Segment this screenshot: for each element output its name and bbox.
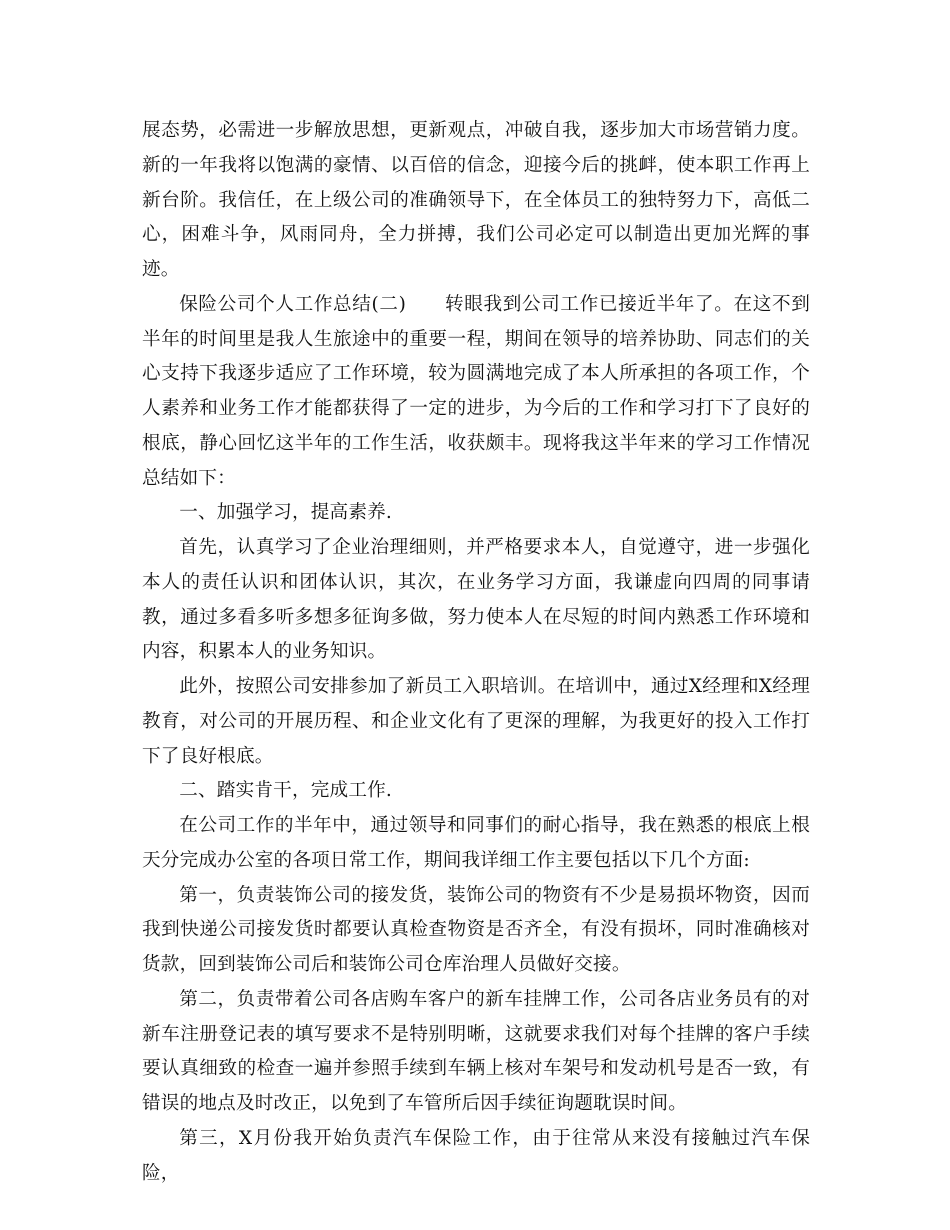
heading-work: 二、踏实肯干，完成工作. (179, 780, 393, 802)
paragraph-work-third: 第三，X月份我开始负责汽车保险工作，由于往常从来没有接触过汽车保险， (142, 1127, 810, 1184)
document-body (142, 114, 810, 1191)
paragraph-training: 此外，按照公司安排参加了新员工入职培训。在培训中，通过X经理和X经理教育，对公司的开展历程、和企业文化有了更深的理解，为我更好的投入工作打下了良好根底。 (142, 676, 810, 767)
paragraph-section-title-intro: 保险公司个人工作总结(二) 转眼我到公司工作已接近半年了。在这不到半年的时间里是我人生旅途中的重要一程，期间在领导的培养协助、同志们的关心支持下我逐步适应了工作环境，较为圆满地完成了本人所承担的各项工作，个人素养和业务工作才能都获得了一定的进步，为今后的工作和学习打下了良好的根底，静心回忆这半年的工作生活，收获颇丰。现将我这半年来的学习工作情况总结如下： (142, 293, 810, 489)
paragraph-study-first: 首先，认真学习了企业治理细则，并严格要求本人，自觉遵守，进一步强化本人的责任认识和团体认识，其次，在业务学习方面，我谦虚向四周的同事请教，通过多看多听多想多征询多做，努力使本人在尽短的时间内熟悉工作环境和内容，积累本人的业务知识。 (142, 537, 810, 663)
paragraph-continuation: 展态势，必需进一步解放思想，更新观点，冲破自我，逐步加大市场营销力度。新的一年我将以饱满的豪情、以百倍的信念，迎接今后的挑衅，使本职工作再上新台阶。我信任，在上级公司的准确领导下，在全体员工的独特努力下，高低二心，困难斗争，风雨同舟，全力拼搏，我们公司必定可以制造出更加光辉的事迹。 (142, 120, 810, 280)
paragraph-work-first: 第一，负责装饰公司的接发货，装饰公司的物资有不少是易损坏物资，因而我到快递公司接发货时都要认真检查物资是否齐全，有没有损坏，同时准确核对货款，回到装饰公司后和装饰公司仓库治理人员做好交接。 (142, 884, 810, 975)
paragraph-work-intro: 在公司工作的半年中，通过领导和同事们的耐心指导，我在熟悉的根底上根天分完成办公室的各项日常工作，期间我详细工作主要包括以下几个方面: (142, 815, 810, 871)
heading-study: 一、加强学习，提高素养. (179, 502, 393, 524)
paragraph-work-second: 第二，负责带着公司各店购车客户的新车挂牌工作，公司各店业务员有的对新车注册登记表的填写要求不是特别明晰，这就要求我们对每个挂牌的客户手续要认真细致的检查一遍并参照手续到车辆上核对车架号和发动机号是否一致，有错误的地点及时改正，以免到了车管所后因手续征询题耽误时间。 (142, 988, 810, 1114)
